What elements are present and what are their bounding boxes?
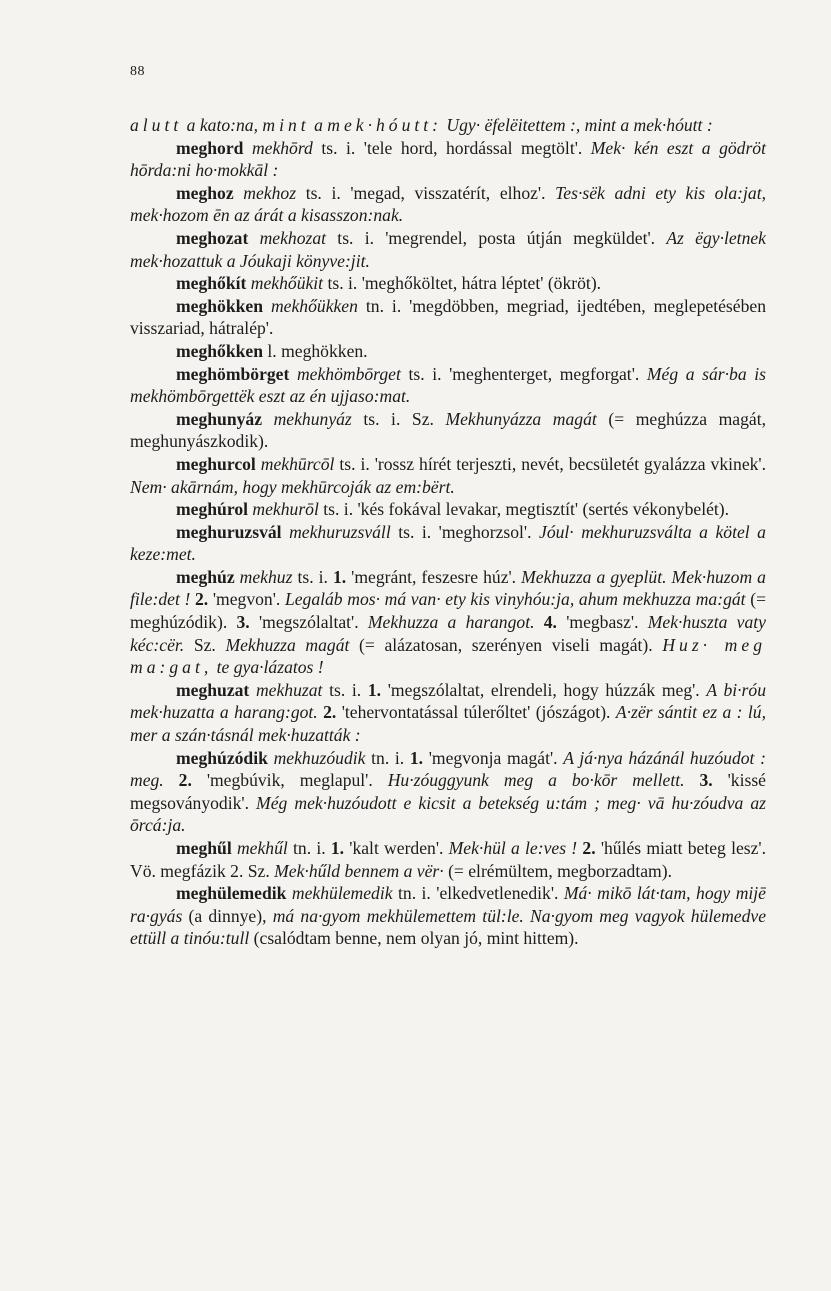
definition-text: 'tehervontatással túlerőltet' (jószágot). <box>336 702 616 723</box>
dictionary-text <box>130 114 766 950</box>
definition-text: 'megvon'. <box>208 589 285 610</box>
headword: meghoz <box>176 182 234 203</box>
headword: meghúrol <box>176 499 249 520</box>
dialect-form: mekhülemedik <box>286 883 393 904</box>
headword: meghozat <box>176 227 249 248</box>
dictionary-entry <box>130 882 766 950</box>
dialect-form: A já·nya házánál huzóudot : meg. <box>130 747 766 791</box>
definition-text: tn. i. 'megdöbben, megriad, ijedtében, meglepetésében visszariad, hátralép'. <box>130 295 766 339</box>
definition-text: (csalódtam benne, nem olyan jó, mint hittem). <box>249 928 579 949</box>
headword: meghömbörget <box>176 363 290 384</box>
dialect-form: Nem· akārnám, hogy mekhūrcoják az em:bërt. <box>130 476 455 497</box>
dictionary-entry <box>130 295 766 340</box>
dialect-form: Má· mikō lát·tam, hogy mijē ra·gyás <box>130 883 766 926</box>
dictionary-entry <box>130 408 766 453</box>
dialect-form: a <box>309 115 328 135</box>
dictionary-entry <box>130 137 766 182</box>
dialect-form: Mek·hül a le:ves ! <box>448 838 578 858</box>
definition-text <box>534 612 543 632</box>
dialect-form: Mek· kén eszt a gödröt hōrda:ni ho·mokkāl : <box>130 137 766 181</box>
definition-text: Sz. <box>184 634 226 655</box>
definition-text: ts. i. 'kés fokával levakar, megtisztít' (sertés vékonybelét). <box>318 499 730 520</box>
definition-text: ts. i. 'rossz hírét terjeszti, nevét, becsületét gyalázza vkinek'. <box>334 453 766 474</box>
dictionary-entry <box>130 227 766 272</box>
definition-text: 'kalt werden'. <box>344 838 449 858</box>
dialect-form: mekhőükit <box>246 273 324 294</box>
dialect-form: Mekhunyázza magát <box>445 408 597 429</box>
headword: meghúzódik <box>176 747 268 768</box>
headword: meghúz <box>176 566 235 587</box>
definition-text: 'megszólaltat'. <box>249 612 368 633</box>
sense-number: 4. <box>543 612 557 633</box>
page-number: 88 <box>130 64 145 79</box>
sense-number: 1. <box>367 679 382 700</box>
sense-number: 1. <box>409 747 424 768</box>
definition-text: 'megbasz'. <box>556 612 648 633</box>
dialect-form: A·zër sántit ez a : lú, mer a szán·tásnál mek·huzatták : <box>130 702 767 746</box>
dialect-form: mekhuzóudik <box>267 747 366 768</box>
dictionary-entry <box>130 498 766 521</box>
headword: meghord <box>176 137 244 158</box>
definition-text: 'megszólaltat, elrendeli, hogy húzzák meg'. <box>381 679 707 700</box>
dialect-form: Mek·huszta vaty kéc:cër. <box>130 612 766 655</box>
dialect-form: Hu·zóuggyunk meg a bo·kōr mellett. <box>387 770 685 791</box>
definition-text: (= meghúzza magát, meghunyászkodik). <box>130 408 766 452</box>
dialect-form: mekhőükken <box>263 295 358 316</box>
sense-number: 3. <box>699 770 713 791</box>
definition-text: tn. i. 'elkedvetlenedik'. <box>392 883 564 904</box>
spaced-example: Huz· meg ma:gat, <box>130 634 766 678</box>
dialect-form: Még a sár·ba is mekhömbōrgettëk eszt az én ujjaso:mat. <box>130 363 766 407</box>
sense-number: 2. <box>323 702 337 723</box>
definition-text: ts. i. <box>292 566 333 587</box>
dictionary-entry <box>130 363 766 408</box>
headword: meghuzat <box>176 679 250 700</box>
definition-text: ts. i. 'meghőköltet, hátra léptet' (ökröt). <box>323 273 602 294</box>
dialect-form: Legaláb mos· má van· ety kis vinyhóu:ja, ahum mekhuzza ma:gát <box>284 589 746 610</box>
headword: meghurcol <box>176 453 256 474</box>
spaced-example: alutt <box>130 115 183 135</box>
headword: meghuruzsvál <box>176 521 282 542</box>
dialect-form: A bi·róu mek·huzatta a harang:got. <box>130 679 766 723</box>
dictionary-entry <box>130 747 766 837</box>
sense-number: 1. <box>330 838 345 858</box>
dialect-form: Mekhuzza magát <box>225 634 350 655</box>
headword: meghőkít <box>176 273 247 294</box>
definition-text: 'megvonja magát'. <box>423 747 564 768</box>
dialect-form: mekhömbōrget <box>289 363 401 384</box>
definition-text: (a dinnye), <box>182 905 273 926</box>
dialect-form: Ugy· ëfelëitettem :, mint a mek·hóutt : <box>442 115 713 135</box>
spaced-example: mint <box>262 115 310 135</box>
definition-text: (= meghúzódik). <box>130 589 766 633</box>
dictionary-entry <box>130 679 766 747</box>
definition-text: ts. i. 'megrendel, posta útján megküldet'. <box>326 227 667 248</box>
definition-text: ts. i. <box>322 679 368 700</box>
dialect-form: te gya·lázatos ! <box>212 657 324 678</box>
definition-text: tn. i. <box>287 838 331 858</box>
dictionary-entry <box>130 453 766 498</box>
definition-text: 'megbúvik, meglapul'. <box>191 770 388 791</box>
dialect-form: Jóul· mekhuruzsválta a kötel a keze:met. <box>130 521 766 565</box>
dictionary-entry <box>130 114 766 137</box>
definition-text: ts. i. Sz. <box>351 408 446 429</box>
dialect-form: mekhōrd <box>243 137 313 158</box>
definition-text: l. meghökken. <box>263 340 368 361</box>
dialect-form: a kato:na, <box>182 115 263 135</box>
dialect-form: mekhurōl <box>248 499 319 520</box>
sense-number: 2. <box>195 589 209 610</box>
definition-text: tn. i. <box>365 747 410 768</box>
definition-text: ts. i. 'meghorzsol'. <box>390 521 540 542</box>
spaced-example: mek·hóutt: <box>327 115 443 135</box>
headword: meghunyáz <box>176 408 263 429</box>
dialect-form: Mek·hűld bennem a vër· <box>274 860 444 881</box>
dialect-form: má na·gyom mekhülemettem tül:le. Na·gyom meg vagyok hülemedve ettüll a tinóu:tull <box>130 905 766 949</box>
dialect-form: mekhűl <box>231 838 288 858</box>
definition-text <box>164 770 179 790</box>
definition-text: ts. i. 'megad, visszatérít, elhoz'. <box>296 182 556 203</box>
headword: meghökken <box>176 295 264 316</box>
dialect-form: Mekhuzza a gyeplüt. Mek·huzom a file:det ! <box>130 566 766 610</box>
dialect-form: mekhūrcōl <box>255 453 335 474</box>
dialect-form: Mekhuzza a harangot. <box>367 612 535 633</box>
sense-number: 2. <box>178 770 192 791</box>
dictionary-entry <box>130 521 766 566</box>
dialect-form: mekhunyáz <box>262 408 352 429</box>
definition-text: (= elrémültem, megborzadtam). <box>443 860 672 881</box>
definition-text: ts. i. 'meghenterget, megforgat'. <box>400 363 647 384</box>
dictionary-entry <box>130 340 766 363</box>
definition-text <box>685 770 700 790</box>
definition-text: 'hűlés miatt beteg lesz'. Vö. megfázik 2. Sz. <box>130 838 766 881</box>
dialect-form: mekhuruzsváll <box>281 521 391 542</box>
headword: meghőkken <box>176 340 264 361</box>
definition-text: ts. i. 'tele hord, hordással megtölt'. <box>312 137 591 158</box>
dictionary-entry <box>130 182 766 227</box>
definition-text: 'megránt, feszesre húz'. <box>346 566 522 587</box>
dialect-form: mekhuz <box>234 566 293 587</box>
dictionary-entry <box>130 566 766 679</box>
definition-text: (= alázatosan, szerényen viseli magát). <box>349 634 663 655</box>
headword: meghülemedik <box>176 883 287 904</box>
dialect-form: mekhuzat <box>249 679 323 700</box>
dialect-form: Még mek·huzóudott e kicsit a betekség u:tám ; meg· vā hu·zóudva az ōrcá:ja. <box>130 792 766 836</box>
dialect-form: Az ëgy·letnek mek·hozattuk a Jóukaji könyve:jit. <box>130 227 766 271</box>
dialect-form: mekhozat <box>248 227 327 248</box>
sense-number: 1. <box>332 566 347 587</box>
headword: meghűl <box>176 838 232 858</box>
dictionary-entry <box>130 837 766 882</box>
dictionary-entry <box>130 272 766 295</box>
sense-number: 2. <box>582 838 596 858</box>
dialect-form: Tes·sëk adni ety kis ola:jat, mek·hozom ēn az árát a kisasszon:nak. <box>130 182 766 226</box>
dialect-form: mekhoz <box>233 182 297 203</box>
definition-text: 'kissé megsoványodik'. <box>130 770 766 813</box>
sense-number: 3. <box>236 612 250 633</box>
